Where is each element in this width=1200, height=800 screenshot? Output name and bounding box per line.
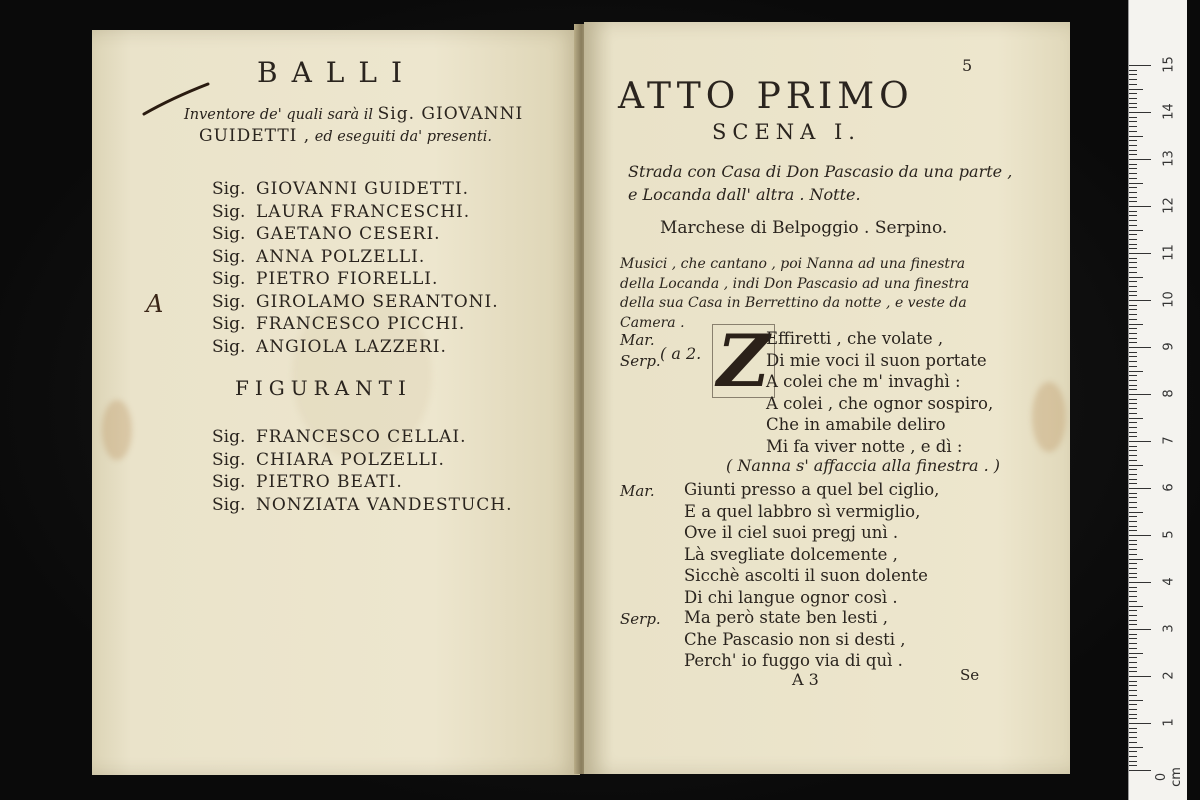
ruler-tick (1129, 615, 1137, 616)
cast-name: FRANCESCO PICCHI. (256, 314, 466, 334)
verse-line: Sicchè ascolti il suon dolente (684, 566, 928, 585)
ruler-tick (1129, 559, 1143, 560)
ruler-tick (1129, 103, 1137, 104)
sig-label: Sig. (212, 179, 246, 199)
sig-label: Sig. (212, 427, 246, 447)
cast-name: NONZIATA VANDESTUCH. (256, 494, 513, 515)
ruler-tick (1129, 620, 1137, 621)
ruler-tick (1129, 512, 1143, 513)
stage-direction-line: Camera . (620, 314, 685, 331)
ruler-tick (1129, 568, 1137, 569)
ruler-tick (1129, 685, 1137, 686)
ruler-tick (1129, 446, 1137, 447)
ruler-tick (1129, 136, 1143, 137)
ruler-tick (1129, 554, 1137, 555)
verse-line: Di chi langue ognor così . (684, 587, 898, 607)
ruler-tick (1129, 356, 1137, 357)
heading-balli: BALLI (257, 56, 417, 89)
ruler-tick (1129, 648, 1137, 649)
ruler-label: 6 (1161, 483, 1177, 492)
ruler-label: 13 (1161, 150, 1177, 167)
ruler-tick (1129, 662, 1137, 663)
cast-name: FRANCESCO CELLAI. (256, 427, 467, 447)
ruler-tick (1129, 479, 1137, 480)
ruler-tick (1129, 606, 1143, 607)
ruler-tick (1129, 371, 1143, 372)
ruler-tick (1129, 178, 1137, 179)
stage-direction-nanna: ( Nanna s' affaccia alla finestra . ) (726, 456, 1001, 475)
setting-line-1: Strada con Casa di Don Pascasio da una parte , (628, 162, 1013, 181)
ruler-tick (1129, 291, 1137, 292)
sig-label: Sig. (212, 449, 246, 470)
verse-line: Giunti presso a quel bel ciglio, (684, 480, 940, 499)
ruler-tick (1129, 211, 1137, 212)
cast-row (212, 313, 499, 336)
ruler-tick (1129, 432, 1137, 433)
ruler-tick (1129, 154, 1137, 155)
ruler-tick (1129, 206, 1151, 207)
sig-label: Sig. (212, 314, 246, 334)
cast-row (212, 291, 499, 314)
ruler-tick (1129, 173, 1137, 174)
inventor-name-cont: GUIDETTI , (199, 126, 311, 146)
verse-block-3 (684, 607, 906, 672)
ruler-tick (1129, 65, 1151, 66)
cast-name: PIETRO BEATI. (256, 472, 403, 492)
ruler-tick (1129, 272, 1137, 273)
ruler-tick (1129, 563, 1137, 564)
verse-line: Ove il ciel suoi pregj unì . (684, 523, 899, 542)
ruler-tick (1129, 714, 1137, 715)
speaker-serp-2: Serp. (620, 610, 661, 628)
verse-line: E a quel labbro sì vermiglio, (684, 501, 921, 521)
ruler-tick (1129, 427, 1137, 428)
ruler-tick (1129, 450, 1137, 451)
ruler-tick (1129, 126, 1137, 127)
ruler-tick (1129, 737, 1137, 738)
sig-label: Sig. (212, 224, 246, 244)
cast-row (212, 178, 499, 201)
measurement-ruler (1128, 0, 1187, 800)
inventor-text: Inventore de' quali sarà il (184, 107, 374, 123)
cast-row (212, 268, 499, 291)
ruler-tick (1129, 695, 1137, 696)
ruler-tick (1129, 761, 1137, 762)
ruler-tick (1129, 507, 1137, 508)
ruler-tick (1129, 248, 1137, 249)
speaker-mar-2: Mar. (620, 482, 655, 500)
ruler-tick (1129, 455, 1137, 456)
cast-name: LAURA FRANCESCHI. (256, 201, 471, 222)
cast-row (212, 426, 513, 449)
ruler-label: 7 (1161, 436, 1177, 445)
ruler-tick (1129, 671, 1137, 672)
ruler-tick (1129, 89, 1143, 90)
ruler-label: 4 (1161, 577, 1177, 586)
cast-row (212, 246, 499, 269)
ruler-tick (1129, 215, 1137, 216)
ruler-tick (1129, 638, 1137, 639)
ruler-tick (1129, 84, 1137, 85)
ruler-label: 12 (1161, 197, 1177, 214)
ruler-tick (1129, 305, 1137, 306)
ruler-tick (1129, 747, 1143, 748)
ruler-tick (1129, 704, 1137, 705)
ruler-tick (1129, 577, 1137, 578)
ruler-tick (1129, 474, 1137, 475)
scene-title: SCENA I. (712, 120, 861, 144)
ruler-tick (1129, 79, 1137, 80)
ruler-tick (1129, 540, 1137, 541)
ruler-tick (1129, 164, 1137, 165)
verse-line: Ma però state ben lesti , (684, 608, 889, 627)
cast-row (212, 223, 499, 246)
stage-direction-line: della Locanda , indi Don Pascasio ad una finestra (620, 275, 970, 292)
ruler-tick (1129, 183, 1143, 184)
ruler-label: 3 (1161, 624, 1177, 633)
ruler-tick (1129, 309, 1137, 310)
cast-row (212, 336, 499, 359)
ruler-tick (1129, 526, 1137, 527)
ruler-tick (1129, 408, 1137, 409)
ruler-tick (1129, 676, 1151, 677)
heading-figuranti: FIGURANTI (235, 376, 412, 400)
ruler-tick (1129, 385, 1137, 386)
cast-row (212, 494, 513, 517)
verse-block-2 (684, 479, 939, 608)
ruler-tick (1129, 389, 1137, 390)
act-title: ATTO PRIMO (618, 76, 914, 117)
ruler-label: 5 (1161, 530, 1177, 539)
ruler-tick (1129, 230, 1143, 231)
ruler-tick (1129, 145, 1137, 146)
inventor-text-cont: ed eseguiti da' presenti. (314, 129, 492, 145)
ruler-tick (1129, 380, 1137, 381)
ruler-label: 11 (1161, 244, 1177, 261)
ruler-tick (1129, 728, 1137, 729)
sig-label: Sig. (212, 269, 246, 289)
ruler-tick (1129, 422, 1137, 423)
ruler-tick (1129, 277, 1143, 278)
ruler-tick (1129, 328, 1137, 329)
ruler-tick (1129, 751, 1137, 752)
ruler-tick (1129, 770, 1151, 771)
verse-line: Perch' io fuggo via di quì . (684, 651, 903, 670)
ruler-tick (1129, 441, 1151, 442)
verse-line: Là svegliate dolcemente , (684, 544, 898, 564)
ruler-label: 2 (1161, 671, 1177, 680)
sig-label: Sig. (212, 494, 246, 515)
cast-row (212, 449, 513, 472)
speaker-mar: Mar. (620, 331, 655, 349)
ruler-tick (1129, 591, 1137, 592)
ruler-tick (1129, 653, 1143, 654)
ruler-tick (1129, 732, 1137, 733)
ruler-tick (1129, 70, 1137, 71)
ruler-tick (1129, 262, 1137, 263)
ruler-tick (1129, 314, 1137, 315)
verse-line: Che Pascasio non si desti , (684, 629, 906, 649)
cast-name: GIOVANNI GUIDETTI. (256, 179, 469, 199)
cast-name: PIETRO FIORELLI. (256, 269, 439, 289)
ruler-tick (1129, 192, 1137, 193)
ruler-tick (1129, 610, 1137, 611)
ruler-tick (1129, 469, 1137, 470)
ruler-tick (1129, 465, 1143, 466)
ruler-tick (1129, 112, 1151, 113)
ruler-tick (1129, 643, 1137, 644)
ruler-tick (1129, 582, 1151, 583)
ruler-tick (1129, 700, 1143, 701)
signature-mark: A 3 (792, 670, 819, 689)
ruler-label: 15 (1161, 56, 1177, 73)
ruler-tick (1129, 544, 1137, 545)
ruler-label: 0 cm (1154, 767, 1184, 787)
ruler-label: 9 (1161, 342, 1177, 351)
ruler-tick (1129, 244, 1137, 245)
cast-name: CHIARA POLZELLI. (256, 449, 445, 470)
cast-row (212, 471, 513, 494)
ruler-tick (1129, 718, 1137, 719)
ruler-tick (1129, 399, 1137, 400)
ruler-tick (1129, 497, 1137, 498)
inventor-line-2 (199, 126, 492, 146)
ruler-tick (1129, 460, 1137, 461)
verse-block-1 (766, 328, 993, 457)
ruler-tick (1129, 723, 1151, 724)
ruler-tick (1129, 765, 1137, 766)
setting-line-2: e Locanda dall' altra . Notte. (628, 185, 861, 204)
ruler-tick (1129, 201, 1137, 202)
verse-line: Effiretti , che volate , (766, 329, 944, 348)
ruler-tick (1129, 502, 1137, 503)
ruler-tick (1129, 690, 1137, 691)
cast-name: ANGIOLA LAZZERI. (256, 336, 447, 357)
ruler-tick (1129, 587, 1137, 588)
ruler-tick (1129, 629, 1151, 630)
stage-direction-line: Musici , che cantano , poi Nanna ad una finestra (620, 256, 966, 272)
ruler-tick (1129, 300, 1151, 301)
inventor-name: Sig. GIOVANNI (377, 104, 524, 124)
stage-direction-line: della sua Casa in Berrettino da notte , e veste da (620, 295, 967, 311)
ruler-label: 10 (1161, 291, 1177, 308)
a-due-marker: ( a 2. (660, 344, 702, 363)
ruler-tick (1129, 601, 1137, 602)
ruler-tick (1129, 366, 1137, 367)
ruler-tick (1129, 347, 1151, 348)
ruler-tick (1129, 493, 1137, 494)
ruler-tick (1129, 413, 1137, 414)
stain (102, 400, 132, 460)
ruler-tick (1129, 131, 1137, 132)
ruler-tick (1129, 107, 1137, 108)
sig-label: Sig. (212, 336, 246, 357)
sig-label: Sig. (212, 246, 246, 267)
ruler-tick (1129, 121, 1137, 122)
right-page (584, 22, 1070, 774)
ruler-tick (1129, 286, 1137, 287)
decorated-initial: Z (712, 324, 775, 398)
ruler-tick (1129, 573, 1137, 574)
verse-line: A colei che m' invaghì : (766, 372, 961, 391)
ruler-tick (1129, 742, 1137, 743)
ruler-tick (1129, 624, 1137, 625)
ruler-tick (1129, 74, 1137, 75)
cast-name: GAETANO CESERI. (256, 224, 441, 244)
ruler-tick (1129, 535, 1151, 536)
ruler-tick (1129, 117, 1137, 118)
ruler-tick (1129, 657, 1137, 658)
ruler-tick (1129, 295, 1137, 296)
ruler-tick (1129, 168, 1137, 169)
ruler-tick (1129, 394, 1151, 395)
ruler-tick (1129, 234, 1137, 235)
ruler-tick (1129, 319, 1137, 320)
ruler-tick (1129, 140, 1137, 141)
ruler-tick (1129, 530, 1137, 531)
margin-note: A (146, 290, 164, 318)
ruler-tick (1129, 521, 1137, 522)
ruler-tick (1129, 403, 1137, 404)
sig-label: Sig. (212, 201, 246, 222)
ruler-tick (1129, 418, 1143, 419)
left-page (92, 30, 580, 775)
catchword: Se (960, 666, 980, 684)
ruler-tick (1129, 225, 1137, 226)
ruler-tick (1129, 488, 1151, 489)
ruler-tick (1129, 361, 1137, 362)
ruler-tick (1129, 549, 1137, 550)
dancers-list (212, 178, 499, 358)
ruler-tick (1129, 516, 1137, 517)
ruler-tick (1129, 187, 1137, 188)
characters-line: Marchese di Belpoggio . Serpino. (660, 218, 948, 238)
speaker-serp: Serp. (620, 352, 661, 370)
ruler-tick (1129, 436, 1137, 437)
sig-label: Sig. (212, 472, 246, 492)
ruler-tick (1129, 681, 1137, 682)
ruler-label: 14 (1161, 103, 1177, 120)
stain (1032, 382, 1066, 452)
ruler-tick (1129, 281, 1137, 282)
ruler-label: 1 (1161, 718, 1177, 727)
ruler-tick (1129, 93, 1137, 94)
ruler-tick (1129, 596, 1137, 597)
ruler-tick (1129, 220, 1137, 221)
figuranti-list (212, 426, 513, 516)
verse-line: A colei , che ognor sospiro, (766, 393, 994, 413)
inventor-line-1 (184, 104, 523, 124)
ruler-tick (1129, 352, 1137, 353)
verse-line: Mi fa viver notte , e dì : (766, 436, 963, 456)
ruler-tick (1129, 267, 1137, 268)
ruler-tick (1129, 239, 1137, 240)
cast-row (212, 201, 499, 224)
ruler-tick (1129, 253, 1151, 254)
ruler-tick (1129, 258, 1137, 259)
ruler-tick (1129, 709, 1137, 710)
ruler-tick (1129, 634, 1137, 635)
ruler-tick (1129, 667, 1137, 668)
ruler-tick (1129, 756, 1137, 757)
ruler-tick (1129, 197, 1137, 198)
sig-label: Sig. (212, 291, 246, 312)
verse-line: Che in amabile deliro (766, 415, 946, 434)
ruler-label: 8 (1161, 389, 1177, 398)
verse-line: Di mie voci il suon portate (766, 350, 987, 370)
ruler-tick (1129, 159, 1151, 160)
ruler-tick (1129, 150, 1137, 151)
ruler-tick (1129, 324, 1143, 325)
ruler-tick (1129, 333, 1137, 334)
ruler-tick (1129, 342, 1137, 343)
ruler-tick (1129, 483, 1137, 484)
ruler-tick (1129, 98, 1137, 99)
cast-name: GIROLAMO SERANTONI. (256, 291, 499, 312)
page-number: 5 (962, 56, 973, 75)
cast-name: ANNA POLZELLI. (256, 246, 426, 267)
ruler-tick (1129, 338, 1137, 339)
ruler-tick (1129, 375, 1137, 376)
